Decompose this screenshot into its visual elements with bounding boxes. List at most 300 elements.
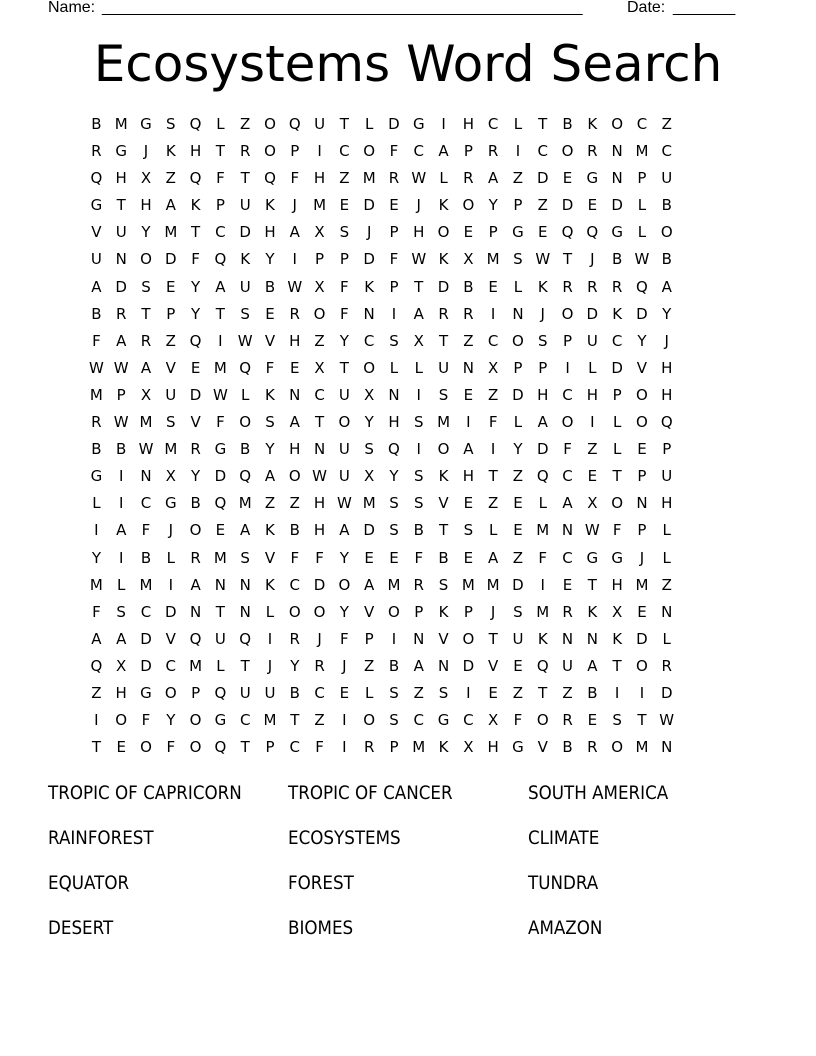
grid-letter: N: [462, 358, 474, 377]
grid-letter: B: [463, 277, 474, 296]
grid-letter: M: [213, 358, 227, 377]
grid-letter: S: [438, 575, 449, 594]
date-blank-line: _______: [673, 0, 736, 16]
grid-letter: Q: [90, 169, 103, 188]
grid-letter: L: [662, 548, 671, 567]
grid-letter: T: [116, 196, 126, 215]
grid-letter: T: [290, 711, 300, 730]
grid-letter: G: [90, 467, 103, 486]
grid-letter: Y: [339, 548, 349, 567]
grid-letter: E: [488, 683, 498, 702]
grid-letter: E: [488, 277, 498, 296]
grid-letter: P: [662, 440, 672, 459]
grid-letter: E: [339, 196, 350, 215]
grid-letter: W: [584, 521, 600, 540]
grid-letter: L: [637, 223, 647, 242]
grid-letter: T: [538, 115, 548, 133]
grid-letter: I: [416, 440, 421, 459]
grid-letter: H: [115, 169, 127, 188]
grid-letter: F: [92, 602, 101, 621]
grid-letter: Z: [289, 494, 300, 513]
grid-letter: W: [634, 250, 650, 269]
grid-letter: C: [562, 548, 573, 567]
grid-letter: O: [636, 656, 648, 675]
grid-letter: T: [215, 602, 225, 621]
grid-letter: J: [366, 223, 372, 242]
grid-letter: F: [488, 413, 498, 432]
grid-letter: D: [313, 575, 326, 594]
grid-letter: N: [661, 602, 673, 621]
grid-letter: D: [660, 683, 673, 702]
grid-letter: O: [189, 738, 202, 757]
grid-letter: P: [463, 142, 473, 161]
grid-letter: H: [413, 223, 425, 242]
grid-letter: F: [92, 331, 101, 350]
grid-row: [84, 599, 732, 626]
grid-letter: K: [587, 115, 598, 133]
grid-letter: O: [115, 711, 128, 730]
grid-letter: P: [389, 277, 399, 296]
grid-row: [84, 165, 732, 192]
grid-letter: T: [488, 629, 498, 648]
grid-letter: A: [587, 656, 598, 675]
grid-letter: Y: [191, 304, 201, 323]
grid-letter: U: [314, 115, 326, 133]
grid-letter: P: [116, 385, 126, 404]
grid-letter: A: [165, 196, 176, 215]
grid-letter: R: [314, 656, 325, 675]
grid-letter: H: [462, 115, 474, 133]
worksheet-header: [48, 0, 748, 19]
grid-letter: I: [540, 575, 545, 594]
grid-letter: Z: [314, 711, 325, 730]
grid-letter: O: [462, 629, 475, 648]
grid-letter: N: [561, 521, 574, 540]
grid-letter: O: [239, 413, 252, 432]
grid-letter: Y: [389, 467, 399, 486]
grid-row: [84, 219, 732, 246]
grid-letter: L: [265, 602, 275, 621]
word-list-item: EQUATOR: [48, 872, 130, 894]
grid-letter: B: [413, 521, 424, 540]
grid-letter: Y: [364, 413, 374, 432]
grid-row: [84, 138, 732, 165]
grid-letter: O: [338, 413, 351, 432]
grid-letter: I: [614, 683, 620, 702]
grid-letter: V: [264, 548, 276, 567]
grid-letter: P: [191, 683, 201, 702]
grid-letter: D: [140, 629, 152, 648]
grid-letter: H: [586, 385, 598, 404]
grid-letter: D: [363, 521, 375, 540]
grid-row: [84, 274, 732, 301]
grid-letter: U: [661, 467, 673, 486]
grid-letter: X: [488, 711, 499, 730]
grid-letter: E: [364, 548, 374, 567]
grid-letter: H: [313, 169, 326, 188]
grid-row: [84, 707, 732, 734]
grid-letter: V: [91, 223, 102, 242]
grid-letter: O: [512, 331, 524, 350]
grid-letter: A: [91, 277, 102, 296]
grid-letter: T: [314, 413, 325, 432]
grid-letter: D: [636, 304, 648, 323]
grid-letter: O: [611, 494, 624, 513]
grid-letter: S: [463, 521, 474, 540]
grid-letter: M: [213, 548, 227, 567]
grid-letter: D: [636, 629, 648, 648]
grid-letter: F: [265, 358, 275, 377]
grid-letter: O: [264, 115, 276, 133]
grid-letter: F: [612, 521, 622, 540]
grid-letter: I: [118, 548, 124, 567]
grid-letter: I: [118, 467, 124, 486]
grid-letter: T: [339, 358, 349, 377]
grid-letter: G: [586, 548, 599, 567]
grid-letter: I: [292, 250, 297, 269]
grid-letter: Y: [166, 711, 176, 730]
grid-letter: D: [536, 169, 549, 188]
grid-letter: P: [463, 602, 473, 621]
grid-letter: J: [342, 656, 347, 675]
date-label: Date:: [627, 0, 666, 16]
grid-letter: A: [364, 575, 375, 594]
grid-letter: Q: [239, 629, 252, 648]
grid-letter: Q: [536, 656, 549, 675]
grid-letter: O: [561, 304, 574, 323]
grid-letter: N: [239, 602, 251, 621]
grid-row: [84, 382, 732, 409]
grid-letter: I: [441, 115, 446, 133]
grid-letter: U: [239, 683, 251, 702]
grid-letter: P: [265, 738, 275, 757]
grid-letter: U: [90, 250, 102, 269]
grid-row: [84, 409, 732, 436]
grid-letter: G: [412, 115, 425, 133]
grid-letter: W: [237, 331, 253, 350]
grid-letter: M: [635, 738, 649, 757]
grid-letter: L: [612, 440, 622, 459]
grid-letter: V: [264, 331, 276, 350]
grid-letter: X: [364, 467, 375, 486]
grid-letter: R: [115, 304, 127, 323]
grid-letter: H: [661, 358, 673, 377]
grid-letter: B: [116, 440, 127, 459]
grid-letter: P: [315, 250, 325, 269]
grid-letter: P: [290, 142, 300, 161]
grid-letter: N: [661, 738, 673, 757]
grid-letter: Q: [214, 738, 227, 757]
grid-letter: K: [587, 602, 598, 621]
grid-letter: A: [562, 494, 573, 513]
grid-letter: N: [363, 304, 375, 323]
grid-letter: T: [562, 250, 573, 269]
grid-letter: F: [538, 548, 548, 567]
grid-letter: X: [116, 656, 127, 675]
grid-letter: F: [389, 250, 399, 269]
grid-letter: E: [513, 494, 523, 513]
grid-letter: X: [587, 494, 598, 513]
grid-letter: D: [214, 467, 227, 486]
grid-letter: Q: [90, 656, 103, 675]
grid-letter: R: [388, 169, 400, 188]
grid-letter: Q: [214, 250, 227, 269]
grid-letter: S: [413, 494, 424, 513]
grid-letter: W: [336, 494, 352, 513]
grid-letter: A: [661, 277, 672, 296]
grid-letter: H: [462, 467, 474, 486]
grid-row: [84, 301, 732, 328]
grid-letter: S: [513, 250, 523, 269]
grid-letter: V: [165, 629, 176, 648]
grid-letter: Y: [513, 440, 523, 459]
grid-letter: M: [461, 575, 475, 594]
grid-letter: D: [239, 223, 251, 242]
grid-letter: X: [314, 358, 325, 377]
grid-letter: S: [389, 683, 399, 702]
grid-letter: X: [140, 169, 152, 188]
grid-letter: N: [189, 602, 202, 621]
grid-letter: L: [414, 358, 423, 377]
grid-letter: H: [487, 738, 499, 757]
grid-letter: E: [339, 683, 350, 702]
grid-letter: F: [340, 629, 349, 648]
grid-letter: T: [240, 169, 250, 188]
grid-letter: D: [536, 440, 549, 459]
grid-letter: Z: [364, 656, 375, 675]
grid-letter: R: [140, 331, 152, 350]
grid-letter: Z: [488, 494, 499, 513]
grid-letter: T: [91, 738, 101, 757]
grid-letter: X: [165, 467, 176, 486]
grid-letter: E: [190, 358, 201, 377]
grid-letter: Q: [561, 223, 574, 242]
grid-letter: Y: [265, 440, 275, 459]
grid-letter: B: [587, 683, 598, 702]
grid-row: [84, 246, 732, 273]
grid-letter: R: [413, 575, 424, 594]
grid-letter: S: [612, 711, 622, 730]
grid-letter: U: [338, 467, 350, 486]
grid-letter: G: [611, 548, 623, 567]
grid-letter: Y: [141, 223, 151, 242]
grid-letter: S: [413, 467, 424, 486]
grid-letter: V: [488, 656, 499, 675]
grid-letter: U: [239, 196, 251, 215]
grid-letter: G: [512, 223, 524, 242]
grid-letter: T: [339, 115, 349, 133]
grid-letter: T: [141, 304, 151, 323]
grid-letter: S: [537, 331, 548, 350]
grid-letter: E: [513, 521, 523, 540]
grid-letter: T: [240, 738, 250, 757]
grid-letter: Q: [660, 413, 673, 432]
grid-letter: R: [239, 142, 251, 161]
grid-letter: A: [289, 413, 300, 432]
grid-letter: O: [536, 711, 549, 730]
grid-letter: Q: [239, 467, 252, 486]
grid-letter: P: [637, 169, 647, 188]
grid-letter: H: [264, 223, 276, 242]
grid-letter: O: [288, 602, 301, 621]
grid-letter: V: [190, 413, 201, 432]
grid-letter: O: [561, 142, 574, 161]
grid-letter: X: [463, 738, 474, 757]
grid-letter: O: [611, 738, 624, 757]
grid-letter: M: [387, 575, 401, 594]
grid-letter: P: [563, 331, 573, 350]
grid-letter: C: [487, 115, 499, 133]
grid-letter: E: [215, 521, 226, 540]
grid-letter: T: [215, 304, 225, 323]
word-list-item: RAINFOREST: [48, 827, 154, 849]
grid-letter: D: [561, 196, 574, 215]
grid-letter: S: [413, 413, 424, 432]
grid-letter: U: [165, 385, 177, 404]
grid-letter: V: [438, 629, 449, 648]
grid-letter: B: [562, 738, 573, 757]
grid-letter: C: [339, 142, 350, 161]
grid-letter: B: [438, 548, 449, 567]
grid-letter: X: [140, 385, 152, 404]
grid-letter: P: [389, 223, 399, 242]
grid-letter: O: [611, 115, 624, 133]
grid-letter: R: [463, 304, 474, 323]
grid-row: [84, 355, 732, 382]
grid-letter: O: [636, 385, 648, 404]
grid-letter: N: [115, 250, 127, 269]
grid-letter: Z: [91, 683, 102, 702]
grid-letter: D: [189, 385, 202, 404]
grid-letter: C: [239, 711, 251, 730]
grid-letter: X: [364, 385, 375, 404]
grid-letter: E: [587, 196, 598, 215]
grid-letter: H: [661, 494, 673, 513]
grid-letter: O: [313, 304, 326, 323]
grid-letter: C: [537, 142, 548, 161]
grid-letter: E: [562, 575, 573, 594]
grid-letter: K: [612, 304, 623, 323]
grid-letter: H: [611, 575, 623, 594]
grid-letter: C: [140, 602, 152, 621]
grid-letter: E: [587, 467, 598, 486]
grid-letter: S: [240, 548, 250, 567]
grid-letter: I: [94, 521, 99, 540]
grid-letter: O: [189, 521, 202, 540]
grid-letter: E: [389, 196, 399, 215]
grid-letter: P: [215, 196, 225, 215]
grid-letter: K: [240, 250, 251, 269]
grid-letter: Y: [339, 602, 349, 621]
grid-letter: P: [166, 304, 176, 323]
grid-letter: B: [562, 115, 573, 133]
grid-letter: G: [611, 223, 623, 242]
grid-letter: I: [94, 711, 99, 730]
word-list-item: DESERT: [48, 917, 114, 939]
grid-row: [84, 490, 732, 517]
grid-letter: O: [164, 683, 177, 702]
grid-letter: U: [214, 629, 226, 648]
grid-letter: R: [190, 440, 201, 459]
grid-letter: B: [240, 440, 251, 459]
grid-letter: R: [190, 548, 201, 567]
grid-letter: M: [189, 656, 203, 675]
grid-letter: L: [513, 277, 523, 296]
grid-letter: K: [438, 467, 449, 486]
grid-letter: U: [239, 277, 251, 296]
grid-letter: K: [265, 521, 275, 540]
grid-letter: F: [513, 711, 523, 730]
grid-letter: N: [512, 304, 524, 323]
grid-letter: N: [239, 575, 251, 594]
grid-letter: J: [143, 142, 149, 161]
grid-letter: T: [612, 467, 622, 486]
grid-letter: H: [140, 196, 152, 215]
grid-letter: P: [364, 629, 374, 648]
grid-letter: K: [190, 196, 201, 215]
grid-letter: I: [168, 575, 173, 594]
grid-letter: M: [412, 738, 426, 757]
grid-letter: T: [414, 277, 424, 296]
grid-letter: E: [290, 358, 300, 377]
grid-letter: J: [168, 521, 173, 540]
grid-letter: Z: [562, 683, 573, 702]
grid-letter: Y: [191, 467, 201, 486]
grid-row: [84, 436, 732, 463]
grid-row: [84, 463, 732, 490]
grid-letter: Q: [636, 277, 648, 296]
grid-letter: A: [413, 304, 424, 323]
grid-letter: C: [487, 331, 499, 350]
grid-letter: Q: [586, 223, 599, 242]
grid-letter: R: [289, 304, 300, 323]
grid-letter: G: [214, 711, 227, 730]
grid-letter: N: [413, 629, 425, 648]
grid-letter: F: [141, 521, 151, 540]
grid-letter: J: [416, 196, 421, 215]
grid-letter: Z: [512, 683, 524, 702]
grid-letter: C: [413, 711, 424, 730]
grid-letter: F: [166, 738, 176, 757]
grid-letter: Z: [463, 331, 474, 350]
grid-letter: R: [562, 711, 573, 730]
grid-letter: O: [264, 142, 276, 161]
grid-letter: H: [313, 494, 326, 513]
grid-letter: E: [389, 548, 399, 567]
grid-letter: D: [437, 277, 450, 296]
grid-letter: O: [140, 250, 152, 269]
name-blank-line: ______________________________________________________: [102, 0, 583, 16]
grid-letter: I: [317, 142, 322, 161]
grid-letter: M: [139, 575, 153, 594]
grid-letter: L: [241, 385, 250, 404]
word-list: [48, 779, 768, 959]
grid-letter: X: [314, 223, 325, 242]
grid-letter: Y: [265, 250, 275, 269]
grid-letter: M: [635, 575, 649, 594]
grid-letter: G: [586, 169, 599, 188]
grid-letter: B: [91, 304, 102, 323]
grid-letter: M: [437, 413, 451, 432]
grid-letter: D: [611, 196, 623, 215]
grid-letter: U: [338, 440, 350, 459]
grid-letter: Z: [314, 331, 325, 350]
name-label: Name:: [48, 0, 96, 16]
word-list-item: TROPIC OF CANCER: [288, 782, 453, 804]
grid-letter: S: [116, 602, 126, 621]
grid-letter: E: [463, 494, 474, 513]
grid-letter: D: [115, 277, 127, 296]
